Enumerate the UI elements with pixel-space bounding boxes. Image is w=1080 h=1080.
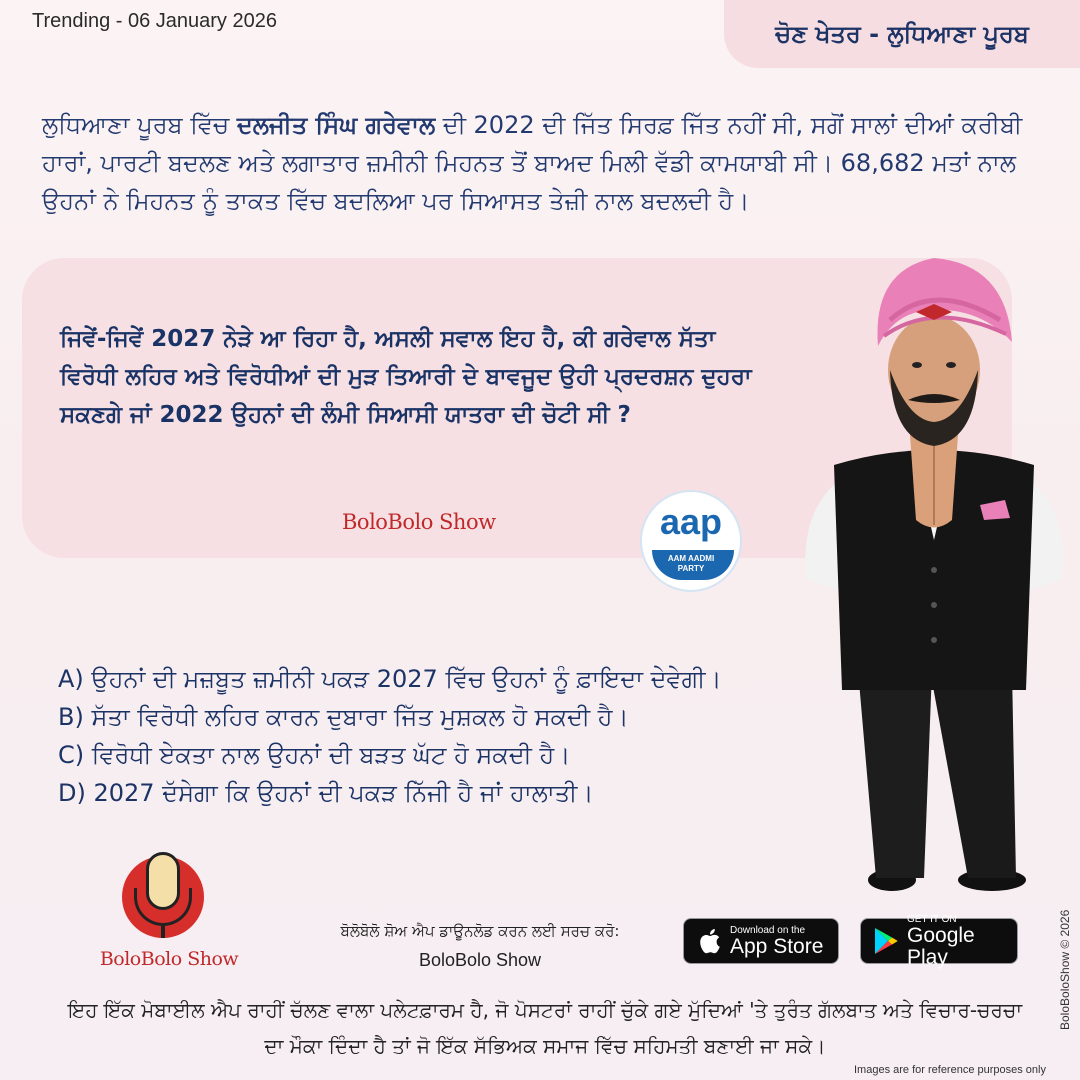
platform-description: ਇਹ ਇੱਕ ਮੋਬਾਈਲ ਐਪ ਰਾਹੀਂ ਚੱਲਣ ਵਾਲਾ ਪਲੇਟਫ਼ਾਰਮ ਹੈ, ਜੋ ਪੋਸਟਰਾਂ ਰਾਹੀਂ ਚੁੱਕੇ ਗਏ ਮੁੱਦਿਆਂ 'ਤੇ ਤੁਰੰਤ ਗੱਲਬਾਤ ਅਤੇ ਵਿਚਾਰ-ਚਰਚਾ ਦਾ ਮੌਕਾ ਦਿੰਦਾ ਹੈ ਤਾਂ ਜੋ ਇੱਕ ਸੱਭਿਅਕ ਸਮਾਜ ਵਿੱਚ ਸਹਿਮਤੀ ਬਣਾਈ ਜਾ ਸਕੇ। [67,998,1023,1058]
google-play-label [907,914,1005,969]
app-store-big: App Store [730,934,824,958]
bolobolo-logo-text: BoloBolo Show [99,948,239,970]
app-store-label [730,925,823,958]
google-play-big: Google Play [907,923,975,969]
microphone-stem [161,926,165,938]
google-play-icon [873,927,899,955]
search-brand-name: BoloBolo Show [418,950,542,970]
search-instruction: ਬੋਲੋਬੋਲੋ ਸ਼ੋਅ ਐਪ ਡਾਊਨਲੋਡ ਕਰਨ ਲਈ ਸਰਚ ਕਰੋ: [340,922,620,940]
constituency-badge: ਚੋਣ ਖੇਤਰ - ਲੁਧਿਆਣਾ ਪੂਰਬ [724,0,1080,68]
poll-options [58,660,838,812]
aap-logo-line2: PARTY [677,564,705,573]
option-a: A) ਉਹਨਾਂ ਦੀ ਮਜ਼ਬੂਤ ਜ਼ਮੀਨੀ ਪਕੜ 2027 ਵਿੱਚ ਉਹਨਾਂ ਨੂੰ ਫ਼ਾਇਦਾ ਦੇਵੇਗੀ। [58,665,722,693]
aap-logo-text: aap [659,501,723,542]
candidate-portrait [800,250,1070,910]
app-store-button[interactable] [683,918,839,964]
apple-icon [696,927,722,955]
option-c: C) ਵਿਰੋਧੀ ਏਕਤਾ ਨਾਲ ਉਹਨਾਂ ਦੀ ਬੜਤ ਘੱਟ ਹੋ ਸਕਦੀ ਹੈ। [58,741,571,769]
copyright-notice: BoloBoloShow © 2026 [1058,909,1072,1030]
option-b: B) ਸੱਤਾ ਵਿਰੋਧੀ ਲਹਿਰ ਕਾਰਨ ਦੁਬਾਰਾ ਜਿੱਤ ਮੁਸ਼ਕਲ ਹੋ ਸਕਦੀ ਹੈ। [58,703,629,731]
candidate-name: ਦਲਜੀਤ ਸਿੰਘ ਗਰੇਵਾਲ [236,111,436,139]
aap-party-logo [640,490,742,592]
trending-date: Trending - 06 January 2026 [32,10,277,32]
app-store-small: Download on the [730,924,806,936]
google-play-small: GET IT ON [907,913,957,925]
bolobolo-logo [84,848,254,978]
intro-suffix: ਦੀ 2022 ਦੀ ਜਿੱਤ ਸਿਰਫ਼ ਜਿੱਤ ਨਹੀਂ ਸੀ, ਸਗੋਂ ਸਾਲਾਂ ਦੀਆਂ ਕਰੀਬੀ ਹਾਰਾਂ, ਪਾਰਟੀ ਬਦਲਣ ਅਤੇ ਲਗਾਤਾਰ ਜ਼ਮੀਨੀ ਮਿਹਨਤ ਤੋਂ ਬਾਅਦ ਮਿਲੀ ਵੱਡੀ ਕਾਮਯਾਬੀ ਸੀ। 68,682 ਮਤਾਂ ਨਾਲ ਉਹਨਾਂ ਨੇ ਮਿਹਨਤ ਨੂੰ ਤਾਕਤ ਵਿੱਚ ਬਦਲਿਆ ਪਰ ਸਿਆਸਤ ਤੇਜ਼ੀ ਨਾਲ ਬਦਲਦੀ ਹੈ। [42,111,1023,215]
google-play-button[interactable] [860,913,1018,969]
image-disclaimer: Images are for reference purposes only [854,1064,1046,1076]
bolobolo-wordmark: BoloBolo Show [342,510,496,534]
intro-paragraph [42,106,1042,220]
option-d: D) 2027 ਦੱਸੇਗਾ ਕਿ ਉਹਨਾਂ ਦੀ ਪਕੜ ਨਿੱਜੀ ਹੈ ਜਾਂ ਹਾਲਾਤੀ। [58,779,594,807]
poll-question: ਜਿਵੇਂ-ਜਿਵੇਂ 2027 ਨੇੜੇ ਆ ਰਿਹਾ ਹੈ, ਅਸਲੀ ਸਵਾਲ ਇਹ ਹੈ, ਕੀ ਗਰੇਵਾਲ ਸੱਤਾ ਵਿਰੋਧੀ ਲਹਿਰ ਅਤੇ ਵਿਰੋਧੀਆਂ ਦੀ ਮੁੜ ਤਿਆਰੀ ਦੇ ਬਾਵਜੂਦ ਉਹੀ ਪ੍ਰਦਰਸ਼ਨ ਦੁਹਰਾ ਸਕਣਗੇ ਜਾਂ 2022 ਉਹਨਾਂ ਦੀ ਲੰਮੀ ਸਿਆਸੀ ਯਾਤਰਾ ਦੀ ਚੋਟੀ ਸੀ ? [60,326,752,428]
intro-prefix: ਲੁਧਿਆਣਾ ਪੂਰਬ ਵਿੱਚ [42,111,237,139]
aap-logo-line1: AAM AADMI [667,554,715,563]
aap-logo-name [642,554,740,574]
microphone-icon [146,852,180,910]
